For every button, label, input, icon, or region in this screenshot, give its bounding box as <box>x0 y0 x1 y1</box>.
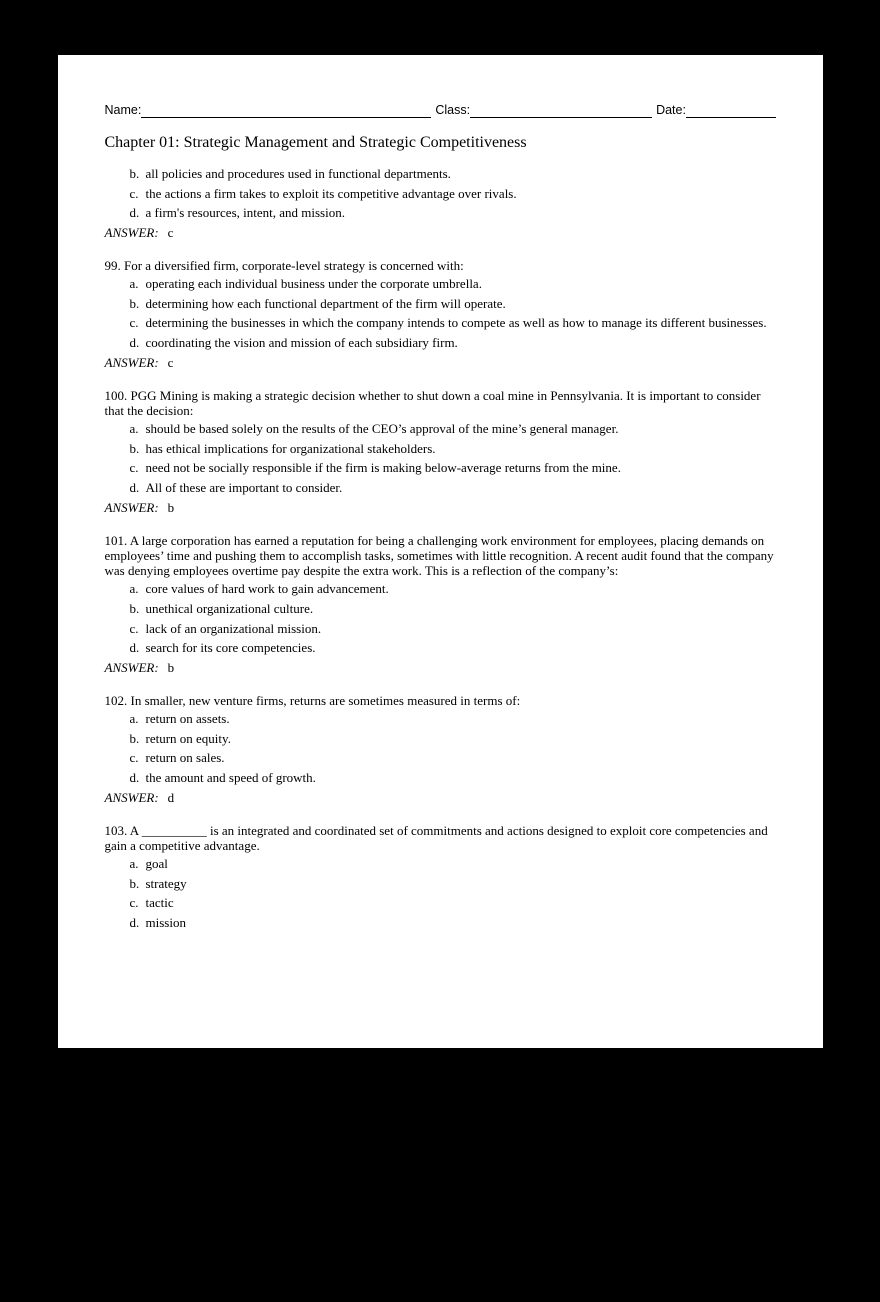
option <box>105 335 776 350</box>
option <box>105 276 776 291</box>
option <box>105 895 776 910</box>
document-page <box>58 55 823 1048</box>
answer-label: ANSWER: <box>104 789 159 805</box>
option-letter: d. <box>129 334 140 350</box>
option-text: return on assets. <box>145 711 230 727</box>
option-letter: d. <box>129 205 140 221</box>
option-letter: a. <box>129 581 139 597</box>
option <box>105 601 776 616</box>
option <box>105 296 776 311</box>
option-text: operating each individual business under the corporate umbrella. <box>145 276 482 292</box>
option-text: the amount and speed of growth. <box>145 769 316 785</box>
question <box>105 388 776 515</box>
option <box>105 166 776 181</box>
option-letter: a. <box>129 856 139 872</box>
screenshot-root <box>0 55 880 1302</box>
option <box>105 581 776 596</box>
option <box>105 640 776 655</box>
option-text: determining the businesses in which the company intends to compete as well as how to manage its different businesses. <box>145 315 767 331</box>
option <box>105 460 776 475</box>
question-stem: 102. In smaller, new venture firms, returns are sometimes measured in terms of: <box>104 692 521 708</box>
date-label: Date: <box>656 103 686 117</box>
option <box>105 915 776 930</box>
option-text: has ethical implications for organizational stakeholders. <box>145 440 436 456</box>
answer-line <box>105 500 776 515</box>
option-text: should be based solely on the results of the CEO’s approval of the mine’s general manager. <box>145 421 619 437</box>
answer-value: c <box>167 354 174 370</box>
class-blank-line <box>470 103 652 118</box>
name-label: Name: <box>104 103 142 117</box>
question-stem: 103. A __________ is an integrated and coordinated set of commitments and actions designed to exploit core competencies and gain a competitive advantage. <box>104 822 768 853</box>
option-letter: c. <box>129 315 139 331</box>
option-letter: c. <box>129 895 139 911</box>
option-text: core values of hard work to gain advancement. <box>145 581 389 597</box>
question <box>105 533 776 675</box>
answer-line <box>105 790 776 805</box>
option-text: goal <box>145 856 168 872</box>
option <box>105 876 776 891</box>
option-text: need not be socially responsible if the firm is making below-average returns from the mine. <box>145 460 621 476</box>
answer-value: d <box>167 789 175 805</box>
option-text: strategy <box>145 875 187 891</box>
answer-line <box>105 355 776 370</box>
option-letter: c. <box>129 460 139 476</box>
option-text: mission <box>145 914 186 930</box>
option <box>105 711 776 726</box>
option-text: determining how each functional department of the firm will operate. <box>145 295 506 311</box>
option-letter: d. <box>129 640 140 656</box>
option-letter: a. <box>129 711 139 727</box>
answer-line <box>105 660 776 675</box>
answer-label: ANSWER: <box>104 354 159 370</box>
option <box>105 441 776 456</box>
option <box>105 750 776 765</box>
option-letter: c. <box>129 620 139 636</box>
name-blank-line <box>141 103 431 118</box>
option <box>105 856 776 871</box>
question <box>105 823 776 930</box>
option <box>105 770 776 785</box>
answer-label: ANSWER: <box>104 659 159 675</box>
answer-line <box>105 225 776 240</box>
option <box>105 621 776 636</box>
option <box>105 205 776 220</box>
option-letter: c. <box>129 185 139 201</box>
option <box>105 421 776 436</box>
class-label: Class: <box>435 103 471 117</box>
option-text: search for its core competencies. <box>145 640 316 656</box>
option-letter: b. <box>129 295 140 311</box>
question-stem: 101. A large corporation has earned a reputation for being a challenging work environment for employees, placing demands on employees’ time and pushing them to accomplish tasks, sometimes with little recognition. A recent audit found that the company was denying employees overtime pay despite the extra work. This is a reflection of the company’s: <box>104 532 774 579</box>
answer-value: b <box>167 499 175 515</box>
option-letter: a. <box>129 421 139 437</box>
option-text: coordinating the vision and mission of each subsidiary firm. <box>145 334 458 350</box>
answer-value: c <box>167 224 174 240</box>
option <box>105 186 776 201</box>
option-letter: b. <box>129 730 140 746</box>
option-letter: b. <box>129 440 140 456</box>
question <box>105 258 776 370</box>
question-stem: 100. PGG Mining is making a strategic decision whether to shut down a coal mine in Pennsylvania. It is important to consider that the decision: <box>104 387 761 418</box>
answer-value: b <box>167 659 175 675</box>
option-text: All of these are important to consider. <box>145 479 343 495</box>
option-text: lack of an organizational mission. <box>145 620 322 636</box>
chapter-title: Chapter 01: Strategic Management and Strategic Competitiveness <box>104 134 527 151</box>
option <box>105 731 776 746</box>
form-header <box>105 103 776 118</box>
answer-label: ANSWER: <box>104 499 159 515</box>
option-text: all policies and procedures used in functional departments. <box>145 166 451 181</box>
option-text: tactic <box>145 895 174 911</box>
option-letter: d. <box>129 914 140 930</box>
document-body <box>105 166 776 930</box>
option-letter: b. <box>129 875 140 891</box>
option <box>105 480 776 495</box>
option-letter: c. <box>129 750 139 766</box>
question-stem: 99. For a diversified firm, corporate-level strategy is concerned with: <box>104 257 464 273</box>
question-fragment <box>105 166 776 240</box>
option-text: return on equity. <box>145 730 231 746</box>
option-letter: a. <box>129 276 139 292</box>
option-letter: b. <box>129 600 140 616</box>
option <box>105 315 776 330</box>
option-letter: b. <box>129 166 140 181</box>
answer-label: ANSWER: <box>104 224 159 240</box>
option-text: the actions a firm takes to exploit its competitive advantage over rivals. <box>145 185 517 201</box>
option-letter: d. <box>129 769 140 785</box>
option-text: a firm's resources, intent, and mission. <box>145 205 345 221</box>
option-text: return on sales. <box>145 750 225 766</box>
question <box>105 693 776 805</box>
option-letter: d. <box>129 479 140 495</box>
option-text: unethical organizational culture. <box>145 600 314 616</box>
date-blank-line <box>686 103 776 118</box>
